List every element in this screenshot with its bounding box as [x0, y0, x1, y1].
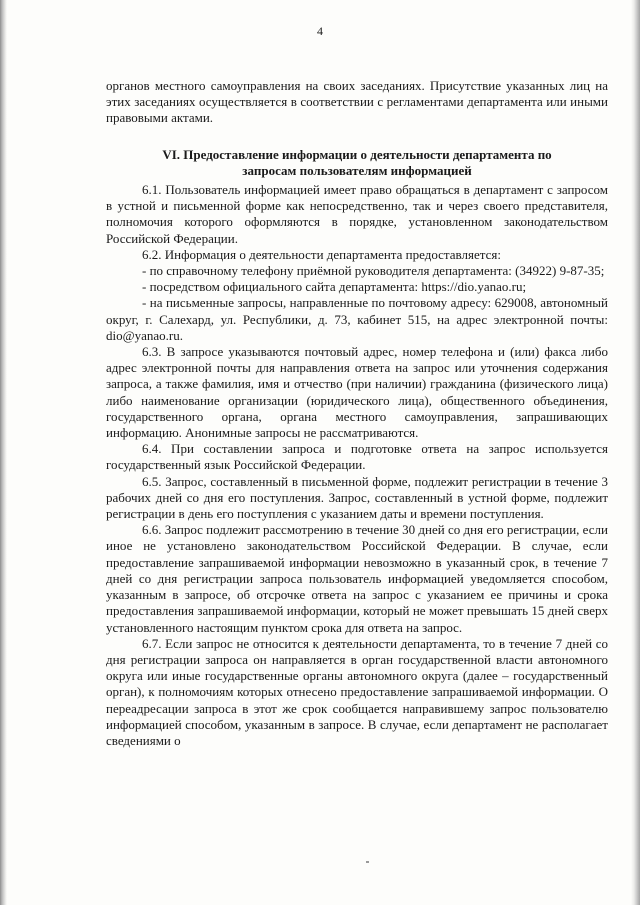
scan-speck: [366, 861, 369, 863]
scan-edge-left: [0, 0, 7, 905]
list-item-website: - посредством официального сайта департамента: https://dio.yanao.ru;: [142, 279, 527, 295]
paragraph-6-4: 6.4. При составлении запроса и подготовке ответа на запрос используется государственный язык Российской Федерации.: [106, 441, 608, 473]
paragraph-6-1: 6.1. Пользователь информацией имеет право обращаться в департамент с запросом в устной и письменной форме как непосредственно, так и через своего представителя, полномочия которого оформляются в порядке, установленном законодательством Российской Федерации.: [106, 182, 608, 246]
section-heading: [106, 147, 608, 179]
paragraph-6-3: 6.3. В запросе указываются почтовый адрес, номер телефона и (или) факса либо адрес электронной почты для направления ответа на запрос или уточнения содержания запроса, а также фамилия, имя и отчество (при наличии) гражданина (физического лица) либо наименование организации (юридического лица), общественного объединения, государственного органа, органа местного самоуправления, запрашивающих информацию. Анонимные запросы не рассматриваются.: [106, 344, 608, 441]
list-item-phone: - по справочному телефону приёмной руководителя департамента: (34922) 9-87-35;: [142, 263, 605, 279]
paragraph-6-7: 6.7. Если запрос не относится к деятельности департамента, то в течение 7 дней со дня регистрации запроса он направляется в орган государственной власти автономного округа или иные государственные органы автономного округа (далее – государственный орган), к полномочиям которых отнесено предоставление запрашиваемой информации. О переадресации запроса в этот же срок сообщается направившему запрос пользователю информацией способом, указанным в запросе. В случае, если департамент не располагает сведениями о: [106, 635, 608, 748]
paragraph-6-2: 6.2. Информация о деятельности департамента предоставляется:: [142, 246, 501, 262]
document-body: [106, 78, 608, 749]
paragraph-continuation: органов местного самоуправления на своих заседаниях. Присутствие указанных лиц на этих заседаниях осуществляется в соответствии с регламентами департамента или иными правовыми актами.: [106, 78, 608, 126]
paragraph-6-5: 6.5. Запрос, составленный в письменной форме, подлежит регистрации в течение 3 рабочих дней со дня его поступления. Запрос, составленный в устной форме, подлежит регистрации в день его поступления с указанием даты и времени поступления.: [106, 473, 608, 522]
scan-edge-right: [631, 0, 640, 905]
page-number: 4: [317, 24, 323, 38]
section-title-line-1: VI. Предоставление информации о деятельности департамента по: [162, 146, 552, 162]
paragraph-6-6: 6.6. Запрос подлежит рассмотрению в течение 30 дней со дня его регистрации, если иное не установлено законодательством Российской Федерации. В случае, если предоставление запрашиваемой информации невозможно в указанный срок, в течение 7 дней со дня регистрации запроса пользователь информацией уведомляется способом, указанным в запросе, об отсрочке ответа на запрос с указанием ее причины и срока предоставления запрашиваемой информации, который не может превышать 15 дней сверх установленного настоящим пунктом срока для ответа на запрос.: [106, 522, 608, 635]
list-item-mail: - на письменные запросы, направленные по почтовому адресу: 629008, автономный округ, г. Салехард, ул. Республики, д. 73, кабинет 515, на адрес электронной почты: dio@yanao.ru.: [106, 295, 608, 343]
section-title-line-2: запросам пользователям информацией: [242, 162, 472, 178]
